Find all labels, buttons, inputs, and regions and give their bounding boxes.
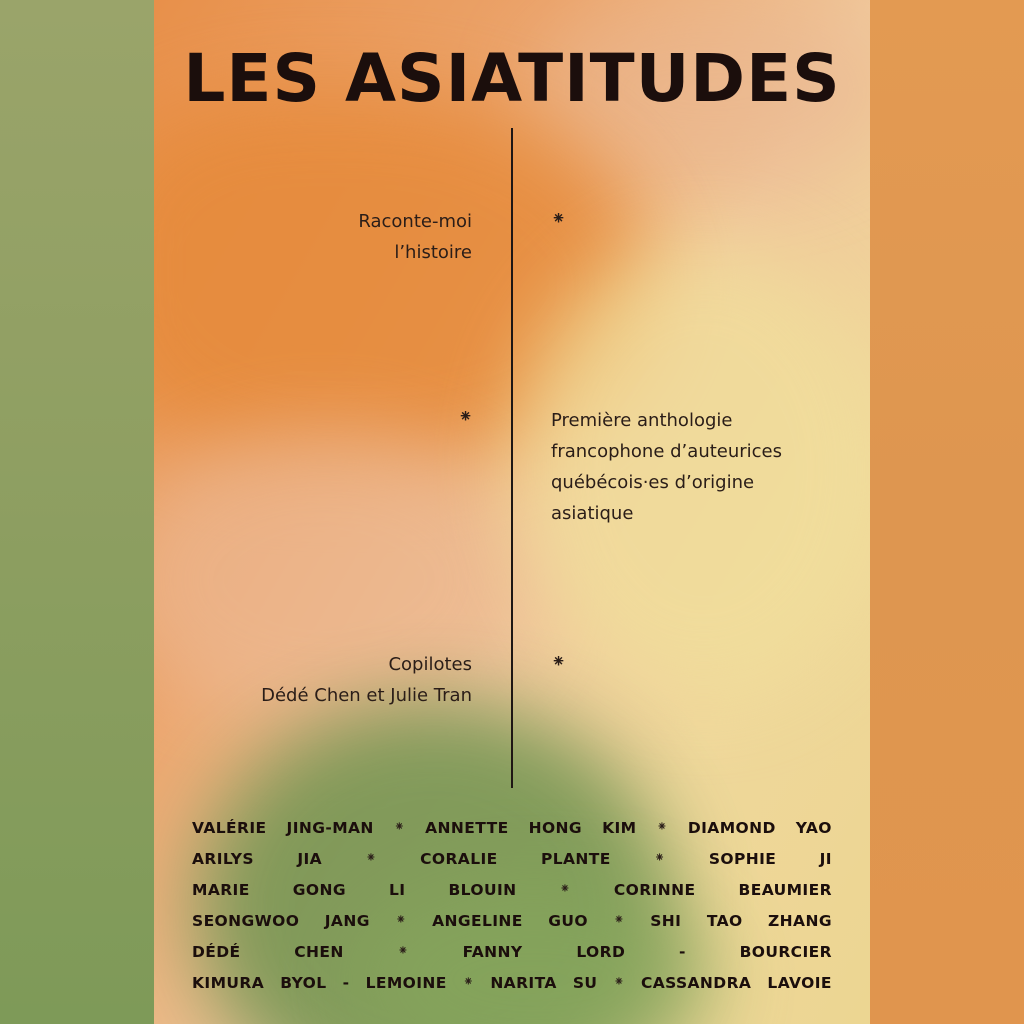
author-name-word: NARITA — [490, 973, 557, 992]
author-name-word: ARILYS — [192, 849, 254, 868]
author-name-word: GONG — [292, 880, 346, 899]
author-name-word: BEAUMIER — [738, 880, 832, 899]
author-name-word: TAO — [706, 911, 743, 930]
authors-line — [192, 843, 832, 874]
author-name-word: CHEN — [294, 942, 344, 961]
authors-line — [192, 967, 832, 998]
description-line1: Première anthologie — [551, 410, 733, 431]
author-name-word: YAO — [795, 818, 832, 837]
author-name-word: GUO — [548, 911, 588, 930]
author-name-word: JI — [819, 849, 832, 868]
description-line4: asiatique — [551, 503, 634, 524]
author-name-word: JING-MAN — [286, 818, 374, 837]
author-name-word: HONG — [528, 818, 583, 837]
author-name-word: SEONGWOO — [192, 911, 300, 930]
authors-list — [192, 812, 832, 998]
author-name-word: LORD — [576, 942, 626, 961]
separator-asterisk-icon: ⁕ — [462, 975, 475, 990]
author-name-word: SOPHIE — [708, 849, 777, 868]
copilotes-block — [212, 649, 472, 711]
book-title: LES ASIATITUDES — [183, 40, 841, 117]
left-green-band — [0, 0, 154, 1024]
author-name-word: LI — [388, 880, 406, 899]
right-orange-band — [870, 0, 1024, 1024]
description-anthology — [551, 405, 851, 529]
authors-line — [192, 812, 832, 843]
author-name-word: DIAMOND — [687, 818, 776, 837]
description-line3: québécois·es d’origine — [551, 472, 755, 493]
asterisk-icon: ⁕ — [551, 208, 567, 229]
author-name-word: LEMOINE — [365, 973, 447, 992]
separator-asterisk-icon: ⁕ — [613, 913, 625, 928]
author-name-word: DÉDÉ — [192, 942, 241, 961]
author-name-word: KIM — [602, 818, 637, 837]
separator-asterisk-icon: ⁕ — [395, 913, 407, 928]
author-name-word: JANG — [324, 911, 370, 930]
authors-line — [192, 936, 832, 967]
author-name-word: ZHANG — [768, 911, 832, 930]
separator-asterisk-icon: ⁕ — [559, 882, 571, 897]
separator-asterisk-icon: ⁕ — [654, 851, 666, 866]
author-name-word: LAVOIE — [767, 973, 832, 992]
author-name-word: MARIE — [192, 880, 250, 899]
separator-asterisk-icon: ⁕ — [613, 975, 625, 990]
authors-line — [192, 874, 832, 905]
author-name-word: BLOUIN — [448, 880, 517, 899]
author-name-word: - — [678, 942, 686, 961]
author-name-word: ANNETTE — [425, 818, 509, 837]
author-name-word: VALÉRIE — [192, 818, 267, 837]
author-name-word: JIA — [297, 849, 323, 868]
authors-line — [192, 905, 832, 936]
author-name-word: KIMURA — [192, 973, 265, 992]
separator-asterisk-icon: ⁕ — [397, 944, 409, 959]
author-name-word: - — [342, 973, 350, 992]
author-name-word: PLANTE — [541, 849, 611, 868]
separator-asterisk-icon: ⁕ — [365, 851, 377, 866]
separator-asterisk-icon: ⁕ — [393, 820, 406, 835]
copilotes-label: Copilotes — [388, 654, 472, 675]
author-name-word: ANGELINE — [432, 911, 523, 930]
subtitle-raconte — [280, 206, 472, 268]
author-name-word: CORINNE — [613, 880, 696, 899]
asterisk-icon: ⁕ — [551, 651, 567, 672]
author-name-word: BYOL — [280, 973, 327, 992]
description-line2: francophone d’auteurices — [551, 441, 783, 462]
asterisk-icon: ⁕ — [458, 406, 474, 427]
author-name-word: SHI — [650, 911, 682, 930]
subtitle-raconte-line2: l’histoire — [394, 242, 472, 263]
subtitle-raconte-line1: Raconte-moi — [358, 211, 472, 232]
copilotes-names: Dédé Chen et Julie Tran — [261, 685, 472, 706]
author-name-word: CORALIE — [420, 849, 498, 868]
author-name-word: SU — [572, 973, 598, 992]
author-name-word: FANNY — [462, 942, 523, 961]
author-name-word: BOURCIER — [739, 942, 832, 961]
separator-asterisk-icon: ⁕ — [656, 820, 668, 835]
center-divider — [511, 128, 513, 788]
author-name-word: CASSANDRA — [640, 973, 752, 992]
